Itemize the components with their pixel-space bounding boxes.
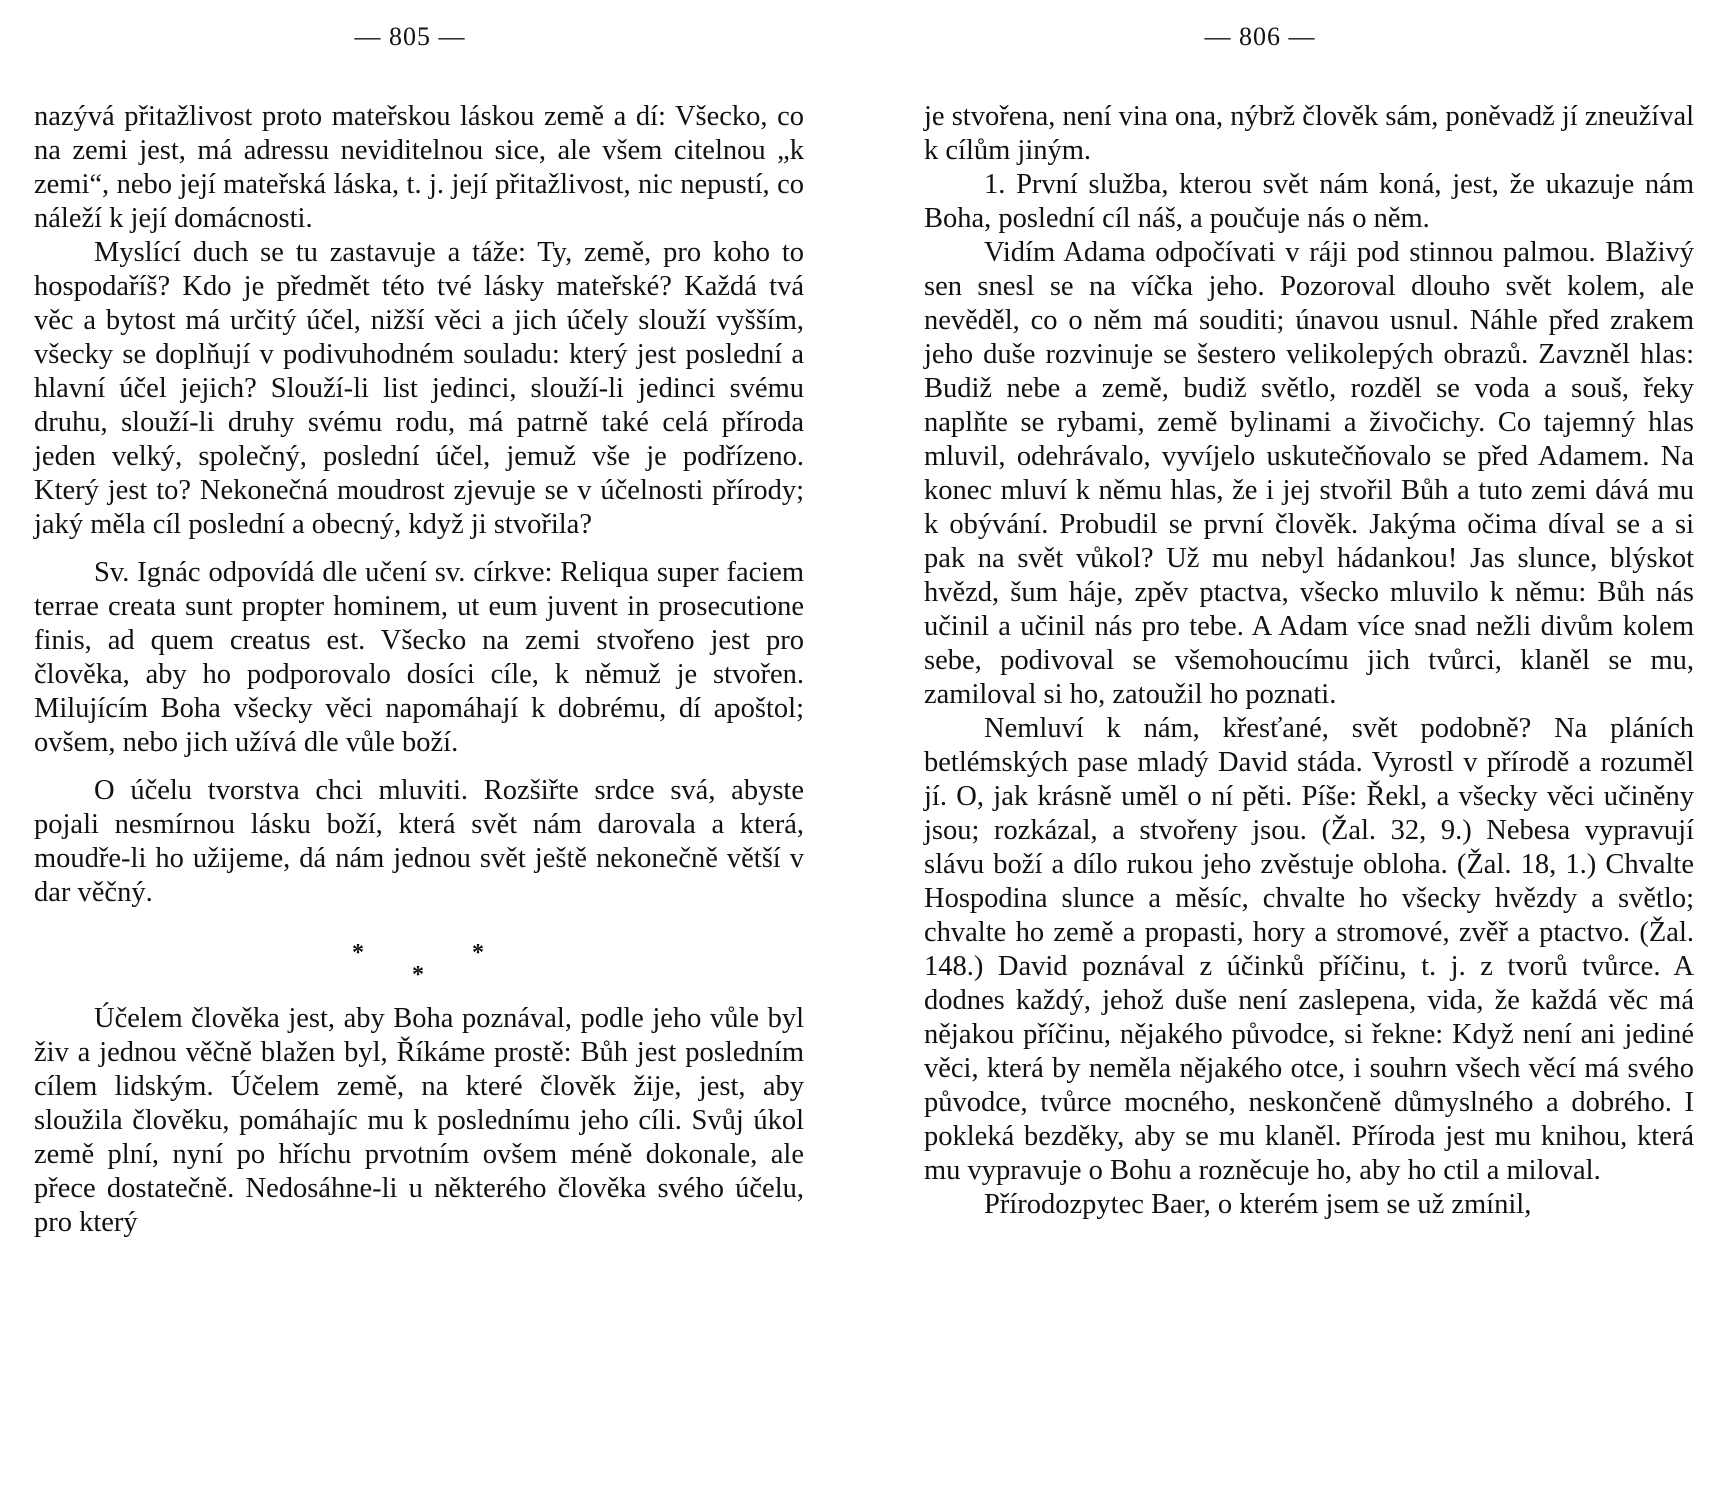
paragraph: Účelem člověka jest, aby Boha poznával, podle jeho vůle byl živ a jednou věčně blažen byl, Říkáme prostě: Bůh jest posledním cílem lidským. Účelem země, na které člověk žije, jest, aby sloužila člověku, pomáhajíc mu k poslednímu jeho cíli. Svůj úkol země plní, nyní po hříchu prvotním ovšem méně dokonale, ale přece dostatečně. Nedosáhne-li u některého člověka svého účelu, pro který — [34, 1003, 804, 1238]
paragraph: je stvořena, není vina ona, nýbrž člověk sám, poněvadž jí zneužíval k cílům jiným. — [924, 101, 1695, 166]
paragraph: O účelu tvorstva chci mluviti. Rozšiřte srdce svá, abyste pojali nesmírnou lásku boží, která svět nám darovala a která, moudře-li ho užijeme, dá nám jednou svět ještě nekonečně větší v dar věčný. — [34, 775, 804, 908]
paragraph: Sv. Ignác odpovídá dle učení sv. církve: Reliqua super faciem terrae creata sunt propter hominem, ut eum juvent in prosecutione finis, ad quem creatus est. Všecko na zemi stvořeno jest pro člověka, aby ho podporovalo dosíci cíle, k němuž je stvořen. Milujícím Boha všecky věci napomáhají k dobrému, dí apoštol; ovšem, nebo jich užívá dle vůle boží. — [34, 557, 804, 758]
section-separator — [34, 928, 804, 988]
paragraph: 1. První služba, kterou svět nám koná, jest, že ukazuje nám Boha, poslední cíl náš, a poučuje nás o něm. — [924, 169, 1694, 234]
asterisk: * — [412, 962, 424, 988]
left-page-text — [34, 100, 804, 1240]
page-number-806: — 806 — — [1204, 22, 1316, 51]
paragraph: Vidím Adama odpočívati v ráji pod stinnou palmou. Blaživý sen snesl se na víčka jeho. Pozoroval dlouho svět kolem, ale nevěděl, co o něm má souditi; únavou usnul. Náhle před zrakem jeho duše rozvinuje se šestero velikolepých obrazů. Zavzněl hlas: Budiž nebe a země, budiž světlo, rozděl se voda a souš, řeky naplňte se rybami, země bylinami a živočichy. Co tajemný hlas mluvil, odehrávalo, vyvíjelo uskutečňovalo se před Adamem. Na konec mluví k němu hlas, že i jej stvořil Bůh a tuto zemi dává mu k obývání. Probudil se první člověk. Jakýma očima díval se a si pak na svět vůkol? Už mu nebyl hádankou! Jas slunce, blýskot hvězd, šum háje, zpěv ptactva, všecko mluvilo k němu: Bůh nás učinil a učinil nás pro tebe. A Adam více snad nežli divům kolem sebe, podivoval se všemohoucímu jich tvůrci, klaněl se mu, zamiloval si ho, zatoužil ho poznati. — [924, 237, 1694, 710]
right-page — [860, 0, 1720, 1500]
paragraph: Přírodozpytec Baer, o kterém jsem se už zmínil, — [984, 1189, 1532, 1220]
paragraph: Myslící duch se tu zastavuje a táže: Ty, země, pro koho to hospodaříš? Kdo je předmět této tvé lásky mateřské? Každá tvá věc a bytost má určitý účel, nižší věci a jich účely slouží vyšším, všecky se doplňují v podivuhodném souladu: který jest poslední a hlavní účel jejich? Slouží-li list jedinci, slouží-li jedinci svému druhu, slouží-li druhy svému rodu, má patrně také celá příroda jeden velký, společný, poslední účel, jemuž vše je podřízeno. Který jest to? Nekonečná moudrost zjevuje se v účelnosti přírody; jaký měla cíl poslední a obecný, když ji stvořila? — [34, 237, 804, 540]
right-page-text — [924, 100, 1694, 1222]
paragraph: Nemluví k nám, křesťané, svět podobně? Na pláních betlémských pase mladý David stáda. Vyrostl v přírodě a rozuměl jí. O, jak krásně uměl o ní pěti. Píše: Řekl, a všecky věci učiněny jsou; rozkázal, a stvořeny jsou. (Žal. 32, 9.) Nebesa vypravují slávu boží a dílo rukou jeho zvěstuje obloha. (Žal. 18, 1.) Chvalte Hospodina slunce a měsíc, chvalte ho všecky hvězdy a světlo; chvalte ho země a propasti, hory a stromové, zvěř a ptactvo. (Žal. 148.) David poznával z účinků příčinu, t. j. z tvorů tvůrce. A dodnes každý, jehož duše není zaslepena, vida, že každá věc má nějakou příčinu, nějakého původce, si řekne: Když není ani jediné věci, která by neměla nějakého otce, i souhrn všech věcí má svého původce, tvůrce mocného, neskončeně důmyslného a dobrého. I pokleká bezděky, aby se mu klaněl. Příroda jest mu knihou, která mu vypravuje o Bohu a rozněcuje ho, aby ho ctil a miloval. — [924, 713, 1694, 1186]
paragraph: nazývá přitažlivost proto mateřskou láskou země a dí: Všecko, co na zemi jest, má adressu neviditelnou sice, ale všem citelnou „k zemi“, nebo její mateřská láska, t. j. její přitažlivost, nic nepustí, co náleží k její domácnosti. — [34, 101, 804, 234]
asterisk: * — [352, 940, 364, 966]
page-number-805: — 805 — — [354, 22, 466, 51]
asterisk: * — [472, 940, 484, 966]
